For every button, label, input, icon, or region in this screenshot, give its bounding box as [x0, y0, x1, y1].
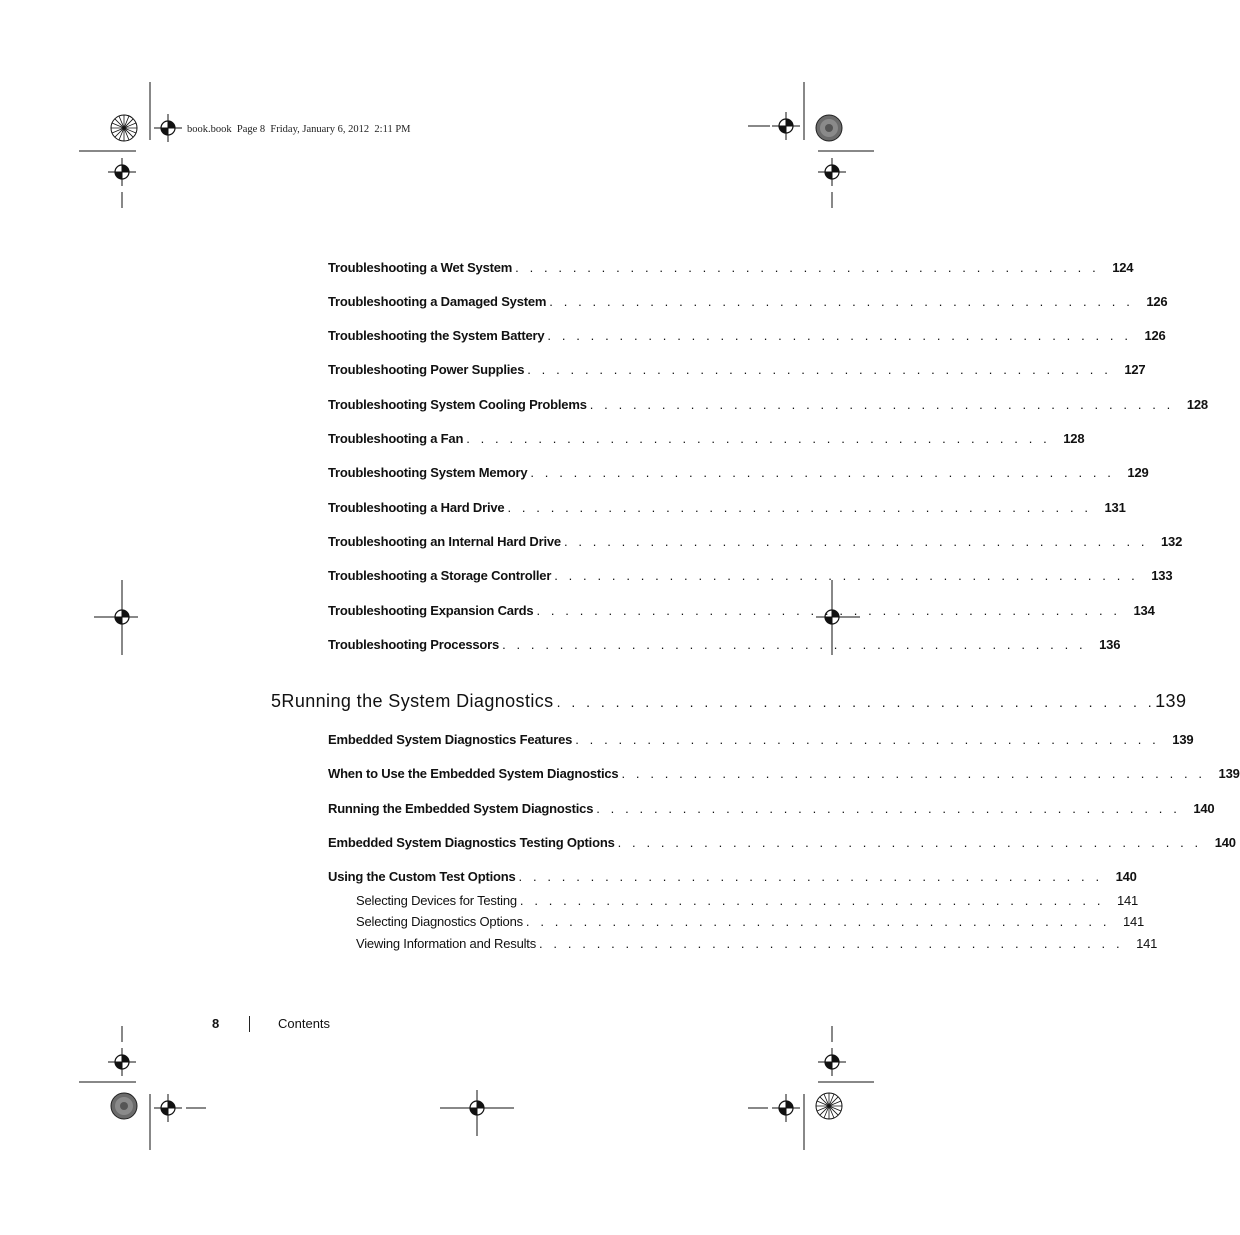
toc-entry-page: 139	[1172, 732, 1194, 747]
toc-entry[interactable]	[328, 835, 1236, 853]
toc-subentry-page: 141	[1136, 936, 1158, 951]
toc-entry-title: Troubleshooting a Hard Drive	[328, 500, 505, 515]
toc-subentry[interactable]	[356, 893, 1139, 911]
toc-entry-title: Troubleshooting a Wet System	[328, 260, 513, 275]
footer-divider	[249, 1016, 250, 1032]
registration-mark-icon	[772, 1094, 800, 1122]
toc-subentry[interactable]	[356, 936, 1158, 954]
leader-dots: . . . . . . . . . . . . . . . . . . . . . . . . . . . . . . . . . . . . . . . . .	[596, 801, 1181, 816]
toc-entry-page: 128	[1063, 431, 1085, 446]
registration-mark-icon	[818, 1048, 846, 1076]
toc-entry-title: Troubleshooting System Memory	[328, 465, 528, 480]
leader-dots: . . . . . . . . . . . . . . . . . . . . . . . . . . . . . . . . . . . . . . . . .	[589, 397, 1174, 412]
toc-entry-title: Embedded System Diagnostics Features	[328, 732, 573, 747]
leader-dots: . . . . . . . . . . . . . . . . . . . . . . . . . . . . . . . . . . . . . . . . .	[536, 603, 1121, 618]
gray-target-icon	[111, 1093, 137, 1119]
toc-entry-page: 124	[1112, 260, 1134, 275]
toc-entry[interactable]	[328, 869, 1137, 887]
leader-dots: . . . . . . . . . . . . . . . . . . . . . . . . . . . . . . . . . . . . . . . . .	[502, 637, 1087, 652]
leader-dots: . . . . . . . . . . . . . . . . . . . . . . . . . . . . . . . . . . . . . . . . .	[507, 500, 1092, 515]
star-target-icon	[111, 115, 137, 141]
leader-dots: . . . . . . . . . . . . . . . . . . . . . . . . . . . . . . . . . . . . . . . . .	[547, 328, 1132, 343]
leader-dots: . . . . . . . . . . . . . . . . . . . . . . . . . . . . . . . . . . . . . . . . .	[575, 732, 1160, 747]
toc-entry[interactable]	[328, 766, 1240, 784]
toc-entry[interactable]	[328, 294, 1168, 312]
toc-entry[interactable]	[328, 534, 1183, 552]
toc-entry-title: Troubleshooting a Damaged System	[328, 294, 547, 309]
chapter-heading[interactable]	[271, 691, 1187, 715]
toc-entry-page: 126	[1146, 294, 1168, 309]
toc-subentry-title: Selecting Diagnostics Options	[356, 914, 523, 929]
leader-dots: . . . . . . . . . . . . . . . . . . . . . . . . . . . . . . . . . . . . . . . . .	[556, 694, 1156, 710]
toc-entry-title: Troubleshooting System Cooling Problems	[328, 397, 587, 412]
leader-dots: . . . . . . . . . . . . . . . . . . . . . . . . . . . . . . . . . . . . . . . . .	[554, 568, 1139, 583]
toc-entry-page: 134	[1133, 603, 1155, 618]
toc-entry-page: 140	[1115, 869, 1137, 884]
toc-entry-page: 140	[1214, 835, 1236, 850]
leader-dots: . . . . . . . . . . . . . . . . . . . . . . . . . . . . . . . . . . . . . . . . .	[539, 936, 1124, 951]
chapter-title: Running the System Diagnostics	[281, 691, 554, 711]
leader-dots: . . . . . . . . . . . . . . . . . . . . . . . . . . . . . . . . . . . . . . . . .	[549, 294, 1134, 309]
toc-entry-title: Troubleshooting an Internal Hard Drive	[328, 534, 561, 549]
footer-page-number: 8	[212, 1016, 220, 1031]
toc-entry[interactable]	[328, 603, 1155, 621]
registration-mark-icon	[108, 158, 136, 186]
toc-entry[interactable]	[328, 431, 1085, 449]
leader-dots: . . . . . . . . . . . . . . . . . . . . . . . . . . . . . . . . . . . . . . . . .	[527, 362, 1112, 377]
leader-dots: . . . . . . . . . . . . . . . . . . . . . . . . . . . . . . . . . . . . . . . . .	[515, 260, 1100, 275]
toc-entry-title: Troubleshooting Expansion Cards	[328, 603, 534, 618]
registration-mark-icon	[108, 1048, 136, 1076]
toc-entry-page: 132	[1161, 534, 1183, 549]
toc-entry-page: 126	[1144, 328, 1166, 343]
toc-entry[interactable]	[328, 801, 1215, 819]
toc-subentry-title: Viewing Information and Results	[356, 936, 536, 951]
toc-entry-title: Troubleshooting the System Battery	[328, 328, 545, 343]
toc-entry-page: 127	[1124, 362, 1146, 377]
toc-entry[interactable]	[328, 637, 1121, 655]
leader-dots: . . . . . . . . . . . . . . . . . . . . . . . . . . . . . . . . . . . . . . . . .	[519, 893, 1105, 908]
leader-dots: . . . . . . . . . . . . . . . . . . . . . . . . . . . . . . . . . . . . . . . . .	[563, 534, 1149, 549]
print-slug: book.book Page 8 Friday, January 6, 2012 2:11 PM	[187, 124, 411, 135]
registration-mark-icon	[154, 1094, 182, 1122]
toc-entry-title: Troubleshooting a Fan	[328, 431, 464, 446]
toc-entry-page: 129	[1127, 465, 1149, 480]
registration-mark-icon	[772, 112, 800, 140]
toc-entry-title: Troubleshooting a Storage Controller	[328, 568, 552, 583]
leader-dots: . . . . . . . . . . . . . . . . . . . . . . . . . . . . . . . . . . . . . . . . .	[518, 869, 1103, 884]
toc-subentry-title: Selecting Devices for Testing	[356, 893, 517, 908]
toc-entry[interactable]	[328, 465, 1149, 483]
toc-entry[interactable]	[328, 362, 1146, 380]
toc-subentry[interactable]	[356, 914, 1145, 932]
toc-entry[interactable]	[328, 397, 1208, 415]
toc-entry-title: Embedded System Diagnostics Testing Options	[328, 835, 615, 850]
toc-entry[interactable]	[328, 568, 1173, 586]
toc-entry-page: 128	[1186, 397, 1208, 412]
toc-entry-title: Troubleshooting Processors	[328, 637, 500, 652]
toc-entry-page: 139	[1218, 766, 1240, 781]
toc-entry[interactable]	[328, 732, 1194, 750]
registration-mark-icon	[818, 158, 846, 186]
registration-mark-icon	[154, 114, 182, 142]
leader-dots: . . . . . . . . . . . . . . . . . . . . . . . . . . . . . . . . . . . . . . . . .	[525, 914, 1111, 929]
toc-entry-title: When to Use the Embedded System Diagnostics	[328, 766, 619, 781]
toc-entry-title: Using the Custom Test Options	[328, 869, 516, 884]
toc-entry[interactable]	[328, 328, 1166, 346]
footer-section-label: Contents	[278, 1016, 331, 1031]
toc-subentry-page: 141	[1116, 893, 1139, 908]
leader-dots: . . . . . . . . . . . . . . . . . . . . . . . . . . . . . . . . . . . . . . . . .	[466, 431, 1051, 446]
leader-dots: . . . . . . . . . . . . . . . . . . . . . . . . . . . . . . . . . . . . . . . . .	[530, 465, 1115, 480]
leader-dots: . . . . . . . . . . . . . . . . . . . . . . . . . . . . . . . . . . . . . . . . .	[621, 766, 1206, 781]
toc-entry-page: 140	[1193, 801, 1215, 816]
chapter-page: 139	[1155, 691, 1187, 711]
toc-entry[interactable]	[328, 500, 1126, 518]
toc-entry-page: 133	[1151, 568, 1173, 583]
toc-entry-page: 131	[1104, 500, 1126, 515]
leader-dots: . . . . . . . . . . . . . . . . . . . . . . . . . . . . . . . . . . . . . . . . .	[617, 835, 1202, 850]
toc-entry-title: Running the Embedded System Diagnostics	[328, 801, 594, 816]
star-target-icon	[816, 1093, 842, 1119]
gray-target-icon	[816, 115, 842, 141]
toc-subentry-page: 141	[1122, 914, 1145, 929]
toc-entry-page: 136	[1099, 637, 1121, 652]
toc-entry[interactable]	[328, 260, 1134, 278]
toc-entry-title: Troubleshooting Power Supplies	[328, 362, 525, 377]
chapter-number: 5	[271, 691, 282, 711]
